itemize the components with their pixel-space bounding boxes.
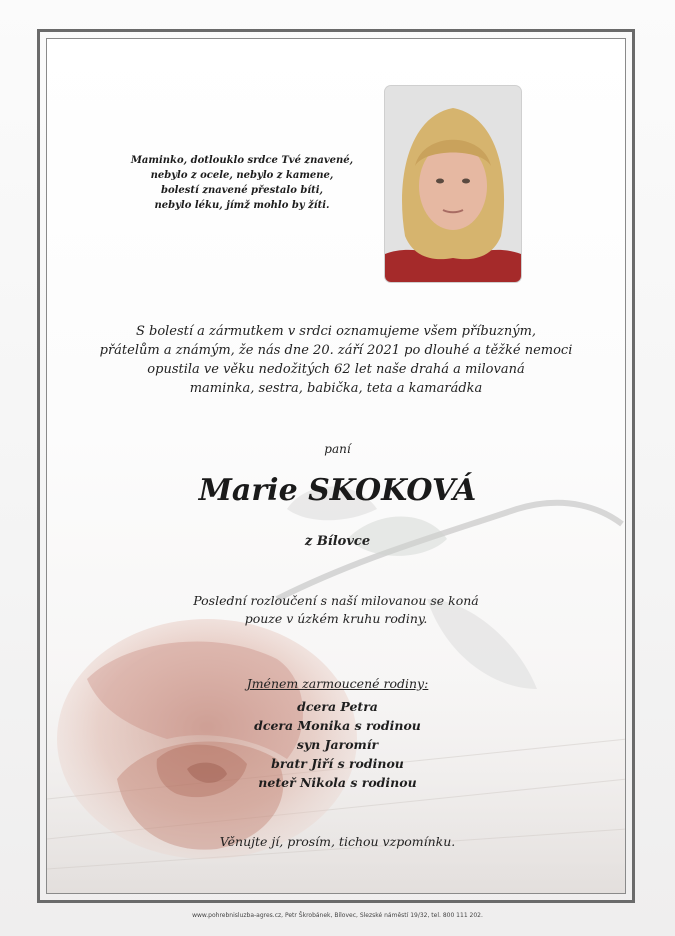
farewell-line: Poslední rozloučení s naší milovanou se koná [193,593,479,608]
poem-line: nebylo léku, jímž mohlo by žíti. [154,200,330,211]
family-member: dcera Petra [297,699,378,714]
announcement-line: S bolestí a zármutkem v srdci oznamujeme všem příbuzným, [135,324,537,339]
family-heading: Jménem zarmoucené rodiny: [246,676,429,691]
poem [104,153,380,213]
footer-contact: www.pohrebnisluzba-agres.cz, Petr Škrobánek, Bílovec, Slezské náměstí 19/32, tel. 800 111 202. [192,912,483,919]
poem-line: Maminko, dotlouklo srdce Tvé znavené, [130,155,354,166]
announcement-line: opustila ve věku nedožitých 62 let naše drahá a milovaná [147,362,525,377]
farewell-line: pouze v úzkém kruhu rodiny. [244,611,428,626]
poem-line: nebylo z ocele, nebylo z kamene, [150,170,334,181]
family-member: dcera Monika s rodinou [254,718,421,733]
deceased-name: Marie SKOKOVÁ [198,473,477,508]
family-member: syn Jaromír [296,737,379,752]
poem-line: bolestí znavené přestalo bíti, [160,185,324,196]
closing-line: Věnujte jí, prosím, tichou vzpomínku. [219,834,456,849]
farewell-notice [120,592,552,628]
family-member: neteř Nikola s rodinou [258,775,417,790]
announcement-line: přátelům a známým, že nás dne 20. září 2021 po dlouhé a těžké nemoci [99,343,573,358]
family-member: bratr Jiří s rodinou [271,756,404,771]
family-list [0,697,675,792]
honorific: paní [324,442,351,456]
announcement [90,322,582,398]
origin: z Bílovce [304,534,371,549]
deceased-portrait [385,86,521,282]
announcement-line: maminka, sestra, babička, teta a kamarádka [189,381,483,396]
